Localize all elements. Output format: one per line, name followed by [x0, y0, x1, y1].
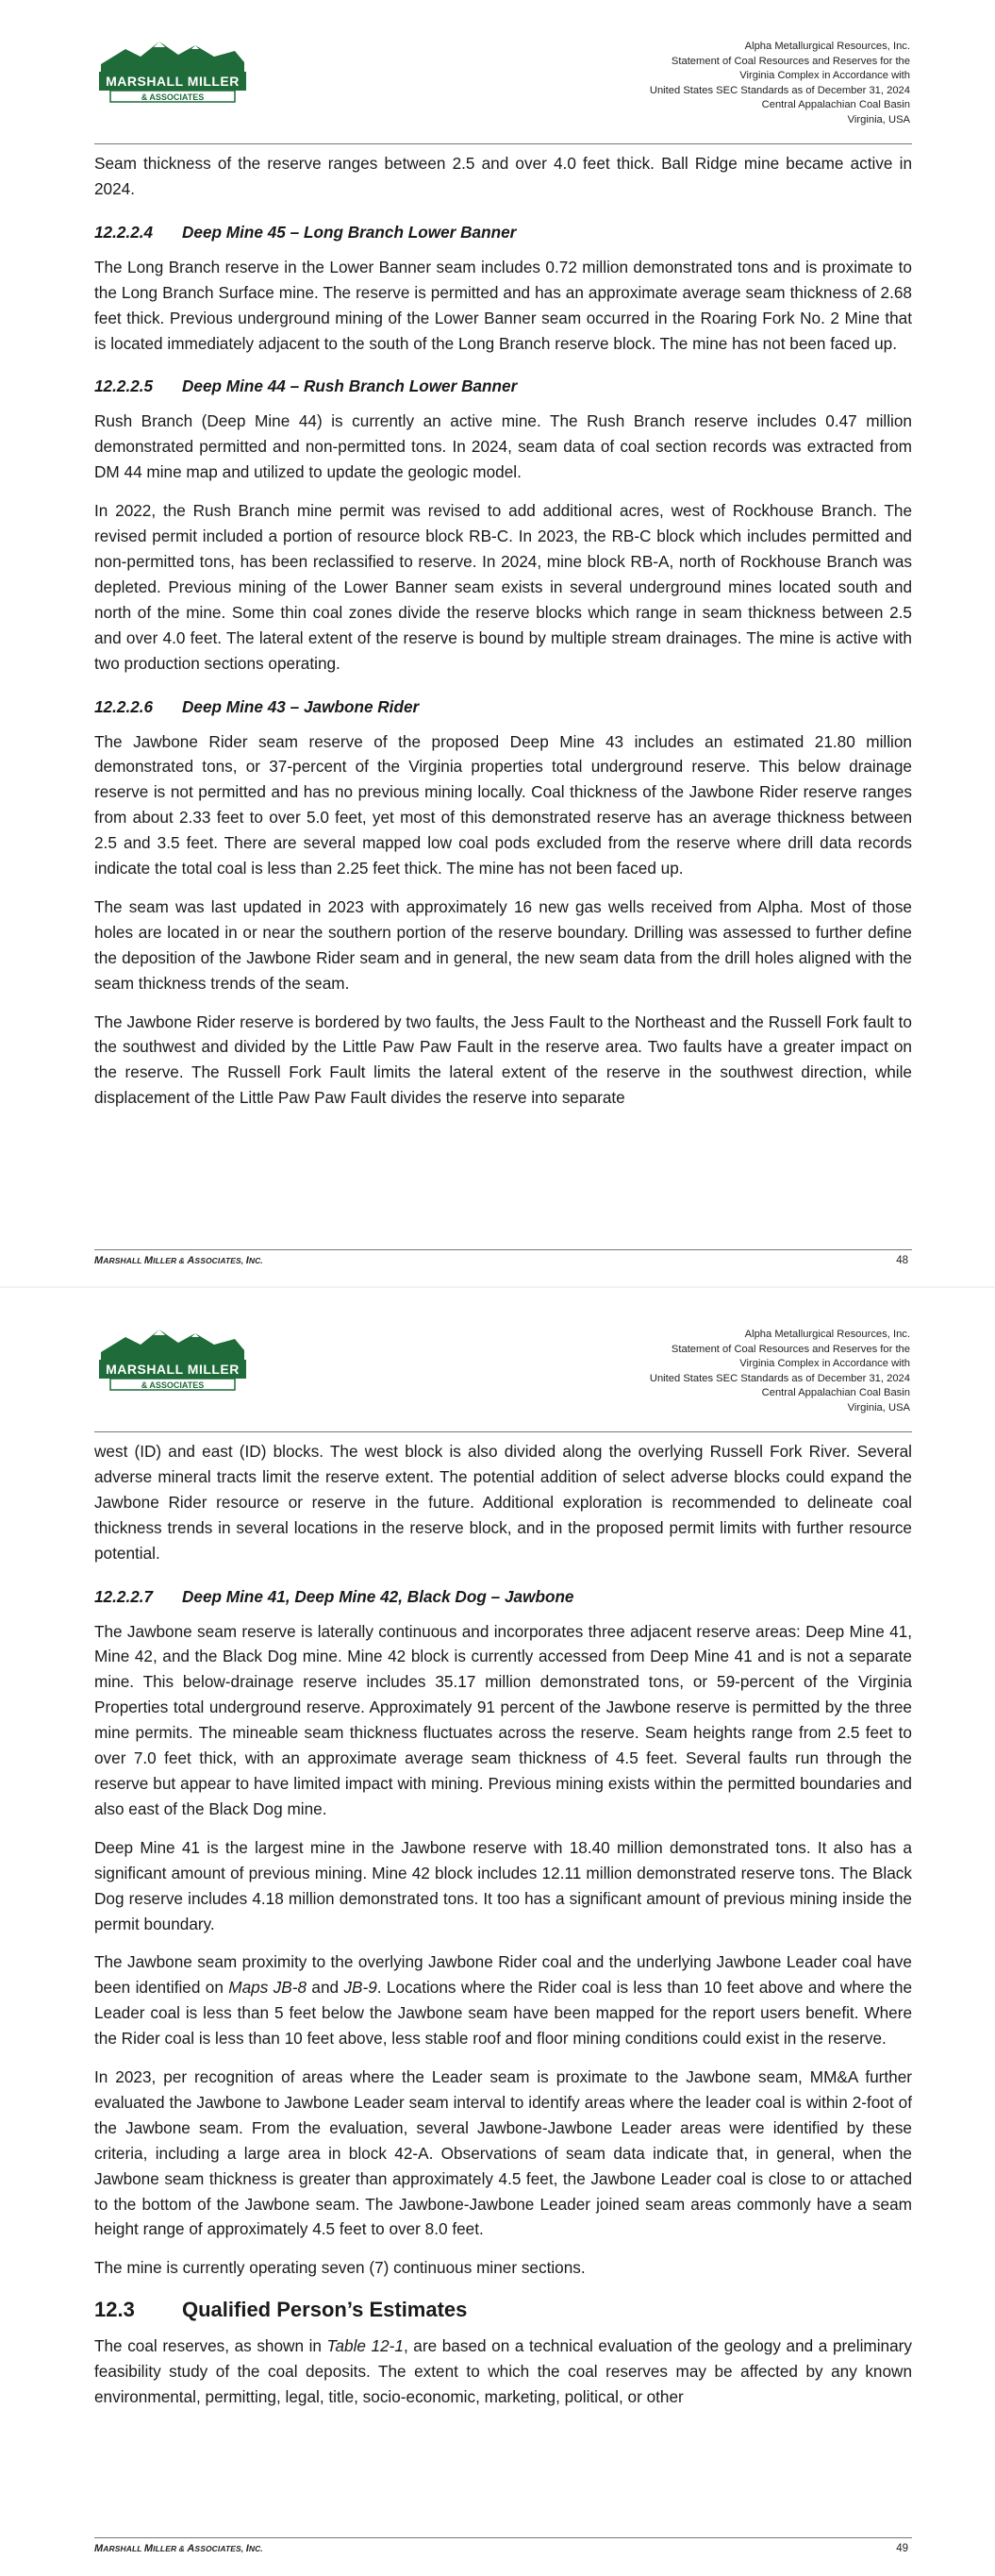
section-number: 12.2.2.5 — [94, 376, 154, 396]
company-logo — [97, 36, 248, 104]
text-run: . Locations where the Rider coal is less than 10 feet above and where the Leader coal is less than 5 feet below the Jawbone seam have been mapped for the report users benefit. Where the Rider coal is less than 10 feet above, less stable roof and floor mining conditions could exist in the reserve. — [94, 1978, 912, 2049]
header-line: Virginia Complex in Accordance with — [739, 1358, 910, 1370]
svg-text:MARSHALL MILLER: MARSHALL MILLER — [106, 1362, 240, 1377]
header-line: Central Appalachian Coal Basin — [761, 1387, 910, 1399]
footer-company-part: A — [187, 1255, 195, 1266]
paragraph: Deep Mine 41 is the largest mine in the Jawbone reserve with 18.40 million demonstrated tons. It also has a significant amount of previous mining. Mine 42 block includes 12.11 million demonstrated reserve tons. The Black Dog reserve includes 4.18 million demonstrated tons. It too has a significant amount of previous mining inside the permit boundary. — [94, 1837, 912, 1933]
footer-company-part: M — [94, 2543, 104, 2554]
section-heading — [94, 695, 912, 718]
section-heading — [94, 375, 912, 397]
text-run: The Jawbone seam proximity to the overlying Jawbone Rider coal and the underlying Jawbone Leader coal have been identified on — [94, 1952, 912, 1998]
footer-company-part: M — [143, 1255, 154, 1266]
text-run: , are based on a technical evaluation of the geology and a preliminary feasibility study of the coal deposits. The extent to which the coal reserves may be affected by any known environmental, permitting, legal, title, socio-economic, marketing, political, or other — [94, 2336, 912, 2407]
header-line: Alpha Metallurgical Resources, Inc. — [744, 41, 910, 52]
footer-company-part: I — [245, 2543, 249, 2554]
section-number: 12.2.2.4 — [94, 222, 154, 242]
header-line: Central Appalachian Coal Basin — [761, 99, 910, 111]
footer-company-part: A — [187, 2543, 195, 2554]
footer-company-part: SSOCIATES, — [194, 2544, 246, 2553]
section-title: Deep Mine 43 – Jawbone Rider — [182, 696, 420, 716]
paragraph: Seam thickness of the reserve ranges between 2.5 and over 4.0 feet thick. Ball Ridge mine became active in 2024. — [94, 154, 912, 198]
footer-divider — [94, 1249, 912, 1250]
section-heading — [94, 1585, 912, 1608]
page-number: 49 — [896, 2543, 908, 2554]
footer-company-part: ARSHALL — [103, 2544, 144, 2553]
header-divider — [94, 143, 912, 144]
footer-company — [94, 1255, 263, 1266]
paragraph — [94, 1949, 912, 2051]
footer-company-part: ILLER & — [153, 2544, 188, 2553]
footer-company-part: ARSHALL — [103, 1256, 144, 1265]
paragraph: The Jawbone seam reserve is laterally continuous and incorporates three adjacent reserve areas: Deep Mine 41, Mine 42, and the Black Dog mine. Mine 42 block is currently accessed from Deep Mine 41 and is not a separate mine. This below-drainage reserve includes 35.17 million demonstrated tons, or 59-percent of the Virginia Properties total underground reserve. Approximately 91 percent of the Jawbone reserve is permitted by the three mine permits. The mineable seam thickness fluctuates across the reserve. Seam heights range from 2.5 feet to over 7.0 feet thick, with an approximate average seam thickness of 4.5 feet. Several faults run through the reserve but appear to have limited impact with mining. Previous mining exists within the permitted boundaries and also east of the Black Dog mine. — [94, 1621, 912, 1818]
table-reference: Table 12-1 — [326, 2336, 404, 2356]
page-number: 48 — [896, 1255, 908, 1266]
svg-text:MARSHALL MILLER: MARSHALL MILLER — [106, 74, 240, 89]
footer-company — [94, 2543, 263, 2554]
text-run: and — [307, 1978, 344, 1998]
text-run: The coal reserves, as shown in — [94, 2336, 327, 2356]
paragraph: The Jawbone Rider reserve is bordered by two faults, the Jess Fault to the Northeast and the Russell Fork fault to the southwest and divided by the Little Paw Paw Fault in the reserve area. Two faults have a greater impact on the reserve. The Russell Fork Fault limits the lateral extent of the reserve in the southwest direction, while displacement of the Little Paw Paw Fault divides the reserve into separate — [94, 1012, 912, 1108]
section-number: 12.3 — [94, 2298, 135, 2322]
paragraph: The mine is currently operating seven (7) continuous miner sections. — [94, 2258, 586, 2278]
svg-text:& ASSOCIATES: & ASSOCIATES — [141, 92, 205, 102]
section-heading — [94, 221, 912, 243]
header-divider — [94, 1431, 912, 1432]
paragraph: In 2023, per recognition of areas where the Leader seam is proximate to the Jawbone seam, MM&A further evaluated the Jawbone to Jawbone Leader seam interval to identify areas where the leader coal is within 2-foot of the Jawbone seam. From the evaluation, several Jawbone-Jawbone Leader areas were identified by these criteria, including a large area in block 42-A. Observations of seam data indicate that, in general, when the Jawbone seam thickness is greater than approximately 4.5 feet, the Jawbone Leader coal is close to or attached to the bottom of the Jawbone seam. The Jawbone-Jawbone Leader joined seam areas commonly have a seam height range of approximately 4.5 feet to over 8.0 feet. — [94, 2067, 912, 2239]
paragraph: The Jawbone Rider seam reserve of the proposed Deep Mine 43 includes an estimated 21.80 million demonstrated tons, or 37-percent of the Virginia properties total underground reserve. This below drainage reserve is not permitted and has no previous mining locally. Coal thickness of the Jawbone Rider reserve ranges from about 2.33 feet to over 5.0 feet, yet most of this demonstrated reserve has an average thickness between 2.5 and 3.5 feet. There are several mapped low coal pods excluded from the reserve where drill data records indicate the total coal is less than 2.25 feet thick. The mine has not been faced up. — [94, 731, 912, 878]
footer-company-part: NC. — [248, 1256, 263, 1265]
header-line: Alpha Metallurgical Resources, Inc. — [744, 1329, 910, 1340]
paragraph: The seam was last updated in 2023 with approximately 16 new gas wells received from Alpha. Most of those holes are located in or near the southern portion of the reserve boundary. Drilling was assessed to further define the deposition of the Jawbone Rider seam and in general, the new seam data from the drill holes aligned with the seam thickness trends of the seam. — [94, 896, 912, 993]
footer-company-part: M — [94, 1255, 104, 1266]
svg-text:& ASSOCIATES: & ASSOCIATES — [141, 1380, 205, 1390]
section-heading-major — [94, 2296, 912, 2324]
section-number: 12.2.2.7 — [94, 1586, 154, 1606]
paragraph: Rush Branch (Deep Mine 44) is currently an active mine. The Rush Branch reserve includes 0.47 million demonstrated permitted and non-permitted tons. In 2024, seam data of coal section records was extracted from DM 44 mine map and utilized to update the geologic model. — [94, 411, 912, 482]
map-reference: Maps JB-8 — [228, 1978, 307, 1998]
section-title: Deep Mine 41, Deep Mine 42, Black Dog – Jawbone — [182, 1586, 574, 1606]
header-line: Virginia Complex in Accordance with — [739, 70, 910, 82]
footer-company-part: ILLER & — [153, 1256, 188, 1265]
footer-company-part: NC. — [248, 2544, 263, 2553]
header-line: United States SEC Standards as of December 31, 2024 — [649, 1372, 910, 1384]
document-header — [514, 40, 910, 128]
document-header — [514, 1328, 910, 1416]
header-line: Virginia, USA — [847, 1401, 910, 1413]
section-title: Deep Mine 44 – Rush Branch Lower Banner — [182, 376, 518, 396]
header-line: United States SEC Standards as of December 31, 2024 — [649, 84, 910, 96]
footer-company-part: I — [245, 1255, 249, 1266]
paragraph: The Long Branch reserve in the Lower Banner seam includes 0.72 million demonstrated tons and is proximate to the Long Branch Surface mine. The reserve is permitted and has an approximate average seam thickness of 2.68 feet thick. Previous underground mining of the Lower Banner seam occurred in the Roaring Fork No. 2 Mine that is located immediately adjacent to the south of the Long Branch reserve block. The mine has not been faced up. — [94, 257, 912, 353]
section-number: 12.2.2.6 — [94, 696, 154, 716]
section-title: Qualified Person’s Estimates — [182, 2298, 468, 2322]
paragraph — [94, 2333, 912, 2410]
paragraph: In 2022, the Rush Branch mine permit was revised to add additional acres, west of Rockhouse Branch. The revised permit included a portion of resource block RB-C. In 2023, the RB-C block which includes permitted and non-permitted tons, has been reclassified to reserve. In 2024, mine block RB-A, north of Rockhouse Branch was depleted. Previous mining of the Lower Banner seam exists in several underground mines located south and north of the mine. Some thin coal zones divide the reserve blocks which range in seam thickness between 2.5 and over 4.0 feet. The lateral extent of the reserve is bound by multiple stream drainages. The mine is active with two production sections operating. — [94, 501, 912, 673]
company-logo — [97, 1324, 248, 1392]
footer-company-part: M — [143, 2543, 154, 2554]
footer-divider — [94, 2537, 912, 2538]
paragraph: west (ID) and east (ID) blocks. The west block is also divided along the overlying Russell Fork River. Several adverse mineral tracts limit the reserve extent. The potential addition of select adverse blocks could expand the Jawbone Rider resource or reserve in the future. Additional exploration is recommended to delineate coal thickness trends in several locations in the reserve block, and in the proposed permit limits with further resource potential. — [94, 1442, 912, 1563]
page-49 — [0, 1288, 995, 2576]
header-line: Statement of Coal Resources and Reserves for the — [671, 55, 910, 67]
page-body — [94, 1439, 912, 2423]
page-body — [94, 151, 912, 1124]
map-reference: JB-9 — [343, 1978, 377, 1998]
header-line: Statement of Coal Resources and Reserves for the — [671, 1343, 910, 1355]
footer-company-part: SSOCIATES, — [194, 1256, 246, 1265]
section-title: Deep Mine 45 – Long Branch Lower Banner — [182, 222, 517, 242]
header-line: Virginia, USA — [847, 113, 910, 125]
